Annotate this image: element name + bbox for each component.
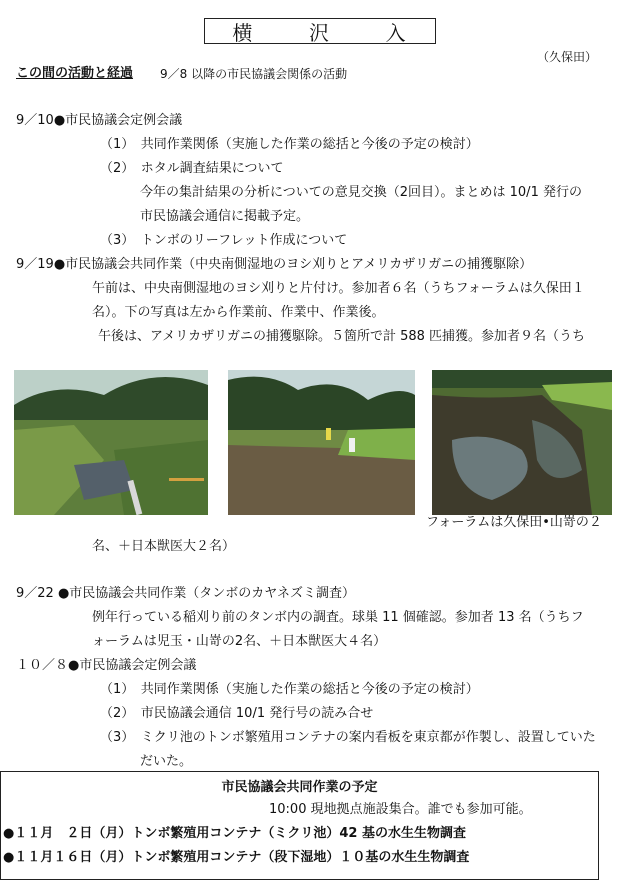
entry-3-line-2: ォーラムは児玉・山嵜の2名、＋日本獣医大４名） [92,634,387,649]
schedule-item-2: ●１１月１６日（月）トンボ繁殖用コンテナ（段下湿地）１０基の水生生物調査 [3,850,470,865]
entry-3-line-1: 例年行っている稲刈り前のタンボ内の調査。球巣 11 個確認。参加者 13 名（うちフ [92,610,584,625]
entry-1-date: 9／10●市民協議会定例会議 [16,113,183,128]
schedule-title: 市民協議会共同作業の予定 [221,780,378,795]
entry-2-line-2: 名）。下の写真は左から作業前、作業中、作業後。 [92,305,385,320]
entry-2-line-5: 名、＋日本獣医大２名） [92,539,236,554]
title-char-1: 横 [232,20,255,45]
entry-4-date: １０／８●市民協議会定例会議 [16,658,197,673]
entry-1-item-2: （2） ホタル調査結果について [100,161,284,176]
photo-after-work [432,370,612,515]
photo-before-work [14,370,208,515]
document-title [204,18,436,44]
entry-4-item-3-cont: だいた。 [140,754,193,769]
entry-1-item-1: （1） 共同作業関係（実施した作業の総括と今後の予定の検討） [100,137,479,152]
entry-4-item-1: （1） 共同作業関係（実施した作業の総括と今後の予定の検討） [100,682,479,697]
title-char-3: 入 [385,20,408,45]
entry-3-date: 9／22 ●市民協議会共同作業（タンボのカヤネズミ調査） [16,586,356,601]
section-heading: この間の活動と経過 [16,66,134,81]
entry-2-line-3: 午後は、アメリカザリガニの捕獲駆除。５箇所で計 588 匹捕獲。参加者９名（うち [98,329,586,344]
entry-4-item-3: （3） ミクリ池のトンボ繁殖用コンテナの案内看板を東京都が作製し、設置していた [100,730,596,745]
entry-1-item-2-detail-1: 今年の集計結果の分析についての意見交換（2回目）。まとめは 10/1 発行の [140,185,582,200]
entry-2-date: 9／19●市民協議会共同作業（中央南側湿地のヨシ刈りとアメリカザリガニの捕獲駆除） [16,257,533,272]
entry-2-line-4: フォーラムは久保田•山嵜の２ [426,515,602,530]
title-char-2: 沢 [308,20,331,45]
entry-1-item-3: （3） トンボのリーフレット作成について [100,233,348,248]
entry-4-item-2: （2） 市民協議会通信 10/1 発行号の読み合せ [100,706,374,721]
entry-1-item-2-detail-2: 市民協議会通信に掲載予定。 [140,209,310,224]
schedule-meeting-info: 10:00 現地拠点施設集合。誰でも参加可能。 [269,802,532,817]
author-name: （久保田） [536,50,597,64]
entry-2-line-1: 午前は、中央南側湿地のヨシ刈りと片付け。参加者６名（うちフォーラムは久保田１ [92,281,585,296]
schedule-box [0,771,599,880]
photo-during-work [228,370,415,515]
section-note: 9／8 以降の市民協議会関係の活動 [160,67,348,81]
schedule-item-1: ●１１月 ２日（月）トンボ繁殖用コンテナ（ミクリ池）42 基の水生生物調査 [3,826,466,841]
